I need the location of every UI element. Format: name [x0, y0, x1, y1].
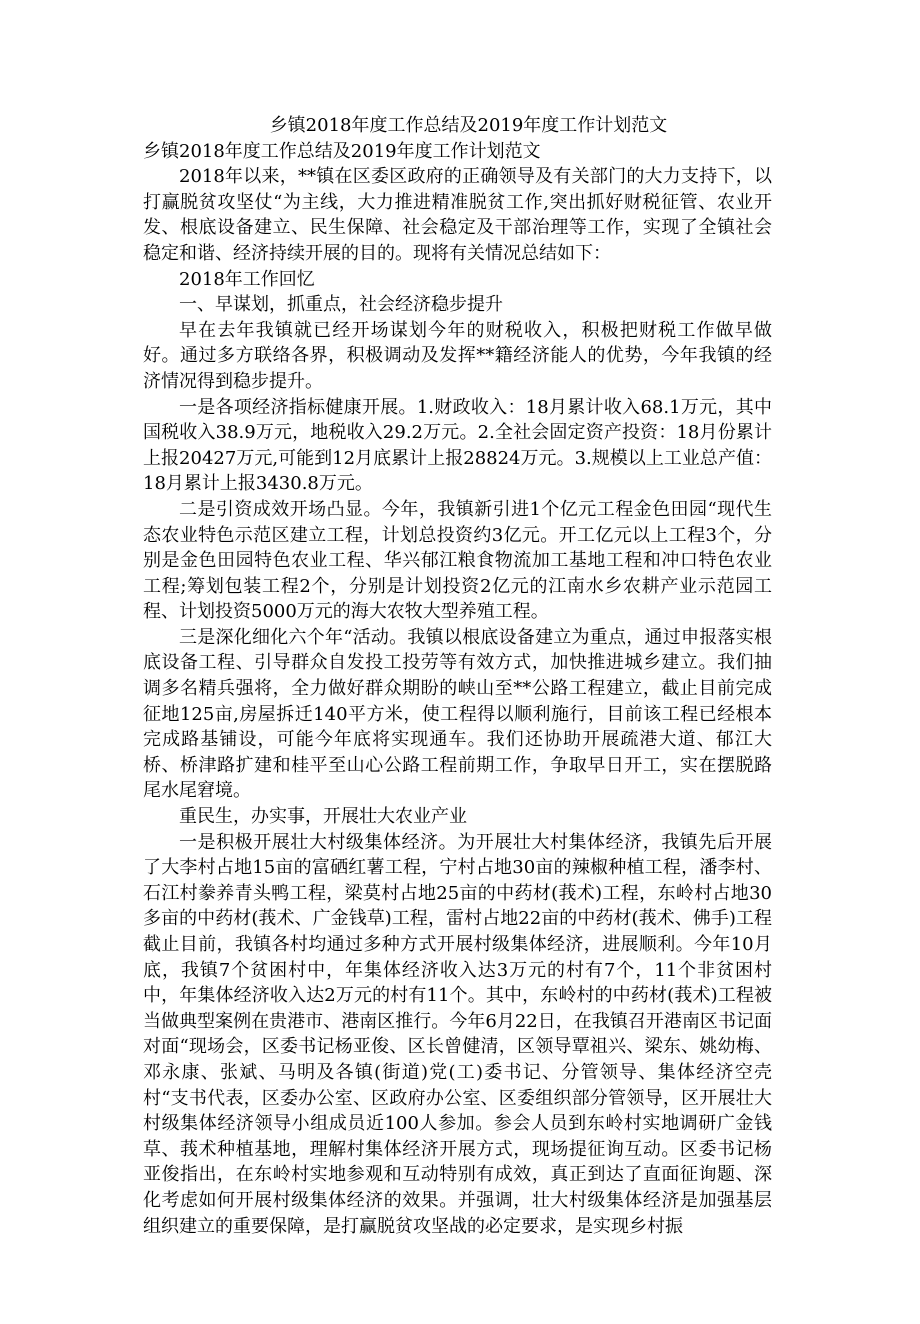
paragraph-4: 三是深化细化六个年“活动。我镇以根底设备建立为重点，通过申报落实根底设备工程、引导群众自发投工投劳等有效方式，加快推进城乡建立。我们抽调多名精兵强将，全力做好群众期盼的峡山至**公路工程建立，截止目前完成征地125亩,房屋拆迁140平方米，使工程得以顺利施行，目前该工程已经根本完成路基铺设，可能今年底将实现通车。我们还协助开展疏港大道、郁江大桥、桥津路扩建和桂平至山心公路工程前期工作，争取早日开工，实在摆脱路尾水尾窘境。: [143, 626, 772, 802]
intro-paragraph: 2018年以来，**镇在区委区政府的正确领导及有关部门的大力支持下，以打赢脱贫攻坚仗“为主线，大力推进精准脱贫工作,突出抓好财税征管、农业开发、根底设备建立、民生保障、社会稳定及干部治理等工作，实现了全镇社会稳定和谐、经济持续开展的目的。现将有关情况总结如下：: [143, 166, 772, 264]
section-heading: 2018年工作回忆: [179, 268, 315, 290]
paragraph-2: 一是各项经济指标健康开展。1.财政收入：18月累计收入68.1万元，其中国税收入38.9万元，地税收入29.2万元。2.全社会固定资产投资：18月份累计上报20427万元,可能到12月底累计上报28824万元。3.规模以上工业总产值：18月累计上报3430.8万元。: [143, 396, 772, 495]
document-body: [143, 164, 772, 1324]
document-title: 乡镇2018年度工作总结及2019年度工作计划范文: [269, 115, 668, 136]
paragraph-5: 一是积极开展壮大村级集体经济。为开展壮大村集体经济，我镇先后开展了大李村占地15亩的富硒红薯工程，宁村占地30亩的辣椒种植工程，潘李村、石江村豢养青头鸭工程，梁莫村占地25亩的中药材(莪术)工程，东岭村占地30多亩的中药材(莪术、广金钱草)工程，雷村占地22亩的中药材(莪术、佛手)工程截止目前，我镇各村均通过多种方式开展村级集体经济，进展顺利。今年10月底，我镇7个贫困村中，年集体经济收入达3万元的村有7个，11个非贫困村中，年集体经济收入达2万元的村有11个。其中，东岭村的中药材(莪术)工程被当做典型案例在贵港市、港南区推行。今年6月22日，在我镇召开港南区书记面对面“现场会，区委书记杨亚俊、区长曾健清，区领导覃祖兴、梁东、姚幼梅、邓永康、张斌、马明及各镇(街道)党(工)委书记、分管领导、集体经济空壳村“支书代表，区委办公室、区政府办公室、区委组织部分管领导，区开展壮大村级集体经济领导小组成员近100人参加。参会人员到东岭村实地调研广金钱草、莪术种植基地，理解村集体经济开展方式，现场提征询互动。区委书记杨亚俊指出，在东岭村实地参观和互动特别有成效，真正到达了直面征询题、深化考虑如何开展村级集体经济的效果。并强调，壮大村级集体经济是加强基层组织建立的重要保障，是打赢脱贫攻坚战的必定要求，是实现乡村振: [143, 831, 772, 1237]
heading-1: 一、早谋划，抓重点，社会经济稳步提升: [179, 294, 503, 316]
paragraph-3: 二是引资成效开场凸显。今年，我镇新引进1个亿元工程金色田园“现代生态农业特色示范区建立工程，计划总投资约3亿元。开工亿元以上工程3个，分别是金色田园特色农业工程、华兴郁江粮食物流加工基地工程和冲口特色农业工程;筹划包装工程2个，分别是计划投资2亿元的江南水乡农耕产业示范园工程、计划投资5000万元的海大农牧大型养殖工程。: [143, 498, 772, 623]
heading-2: 重民生，办实事，开展壮大农业产业: [179, 806, 467, 828]
paragraph-1: 早在去年我镇就已经开场谋划今年的财税收入，积极把财税工作做早做好。通过多方联络各界，积极调动及发挥**籍经济能人的优势，今年我镇的经济情况得到稳步提升。: [143, 319, 772, 392]
document-subtitle: 乡镇2018年度工作总结及2019年度工作计划范文: [143, 140, 541, 162]
